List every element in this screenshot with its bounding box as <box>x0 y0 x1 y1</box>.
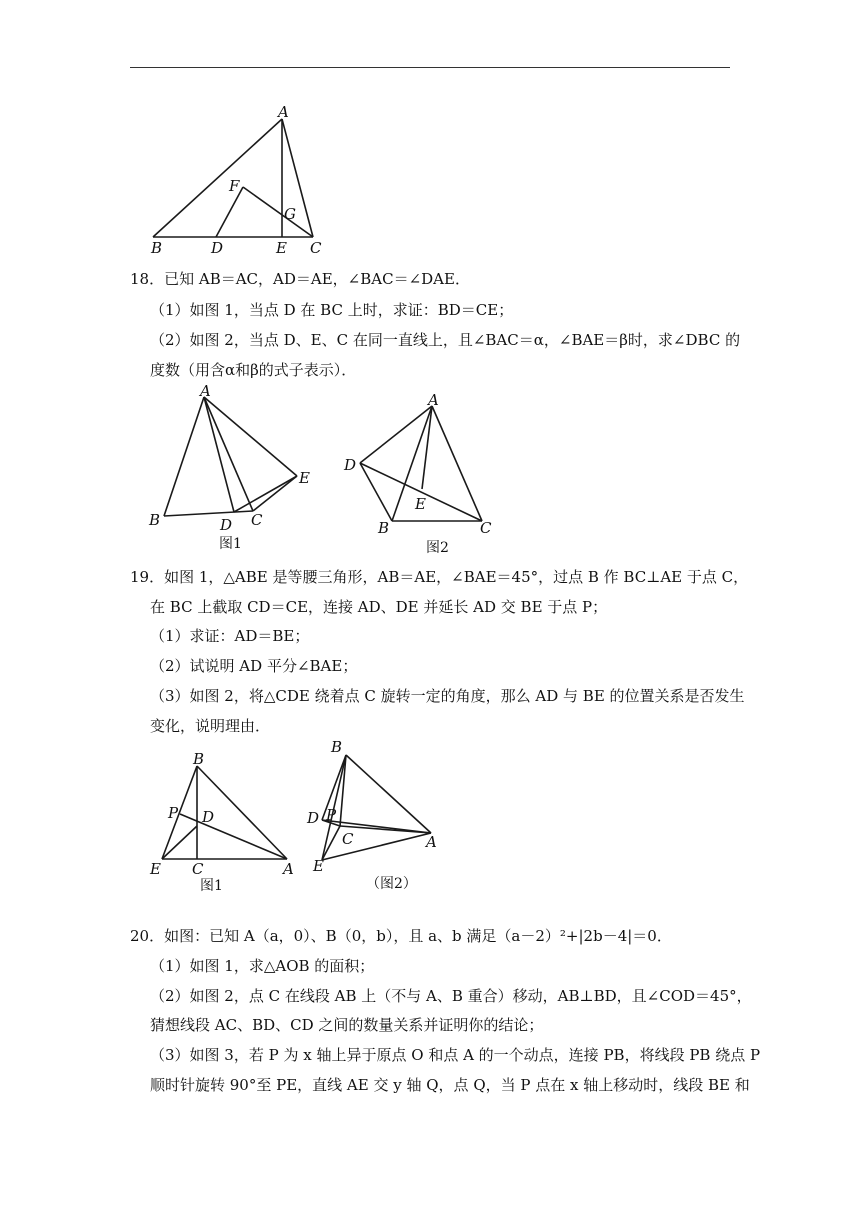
q18-part1: （1）如图 1，当点 D 在 BC 上时，求证：BD＝CE； <box>150 301 514 319</box>
q20-part3-line1: （3）如图 3，若 P 为 x 轴上异于原点 O 和点 A 的一个动点，连接 PB，将线段 PB 绕点 P <box>150 1046 761 1064</box>
q17-label-G: G <box>284 205 296 223</box>
q17-label-B: B <box>151 239 163 257</box>
q18-part2-line1: （2）如图 2，当点 D、E、C 在同一直线上，且∠BAC＝α，∠BAE＝β时，求∠DBC 的 <box>150 331 741 349</box>
q18-figure-1-svg <box>145 382 325 555</box>
q18f2-label-D: D <box>344 456 357 474</box>
q18f1-label-B: B <box>149 511 161 529</box>
q19-figure-2 <box>300 740 460 890</box>
q18-figure-1 <box>145 382 325 555</box>
q18-figure-2-svg <box>340 390 510 560</box>
q18f2-label-A: A <box>428 391 439 409</box>
q18f2-caption: 图2 <box>426 540 449 556</box>
q18f1-caption: 图1 <box>219 536 242 552</box>
q19f2-label-B: B <box>331 738 343 756</box>
q19f1-label-P: P <box>168 804 179 822</box>
q17-label-E: E <box>276 239 287 257</box>
q19-stem-line2: 在 BC 上截取 CD＝CE，连接 AD、DE 并延长 AD 交 BE 于点 P； <box>150 598 608 616</box>
q17-label-F: F <box>229 177 240 195</box>
q19f2-label-E: E <box>313 857 324 875</box>
q18f2-label-E: E <box>415 495 426 513</box>
q17-label-D: D <box>211 239 224 257</box>
q20-part3-line2: 顺时针旋转 90°至 PE，直线 AE 交 y 轴 Q，点 Q，当 P 点在 x 轴上移动时，线段 BE 和 <box>150 1076 750 1094</box>
q19f1-caption: 图1 <box>200 878 223 894</box>
q17-label-C: C <box>310 239 322 257</box>
q20-part2-line2: 猜想线段 AC、BD、CD 之间的数量关系并证明你的结论； <box>150 1016 544 1034</box>
q20-part1: （1）如图 1，求△AOB 的面积； <box>150 957 375 975</box>
q18f1-label-D: D <box>220 516 233 534</box>
q19-figure-1-svg <box>145 752 305 897</box>
q19f2-label-D: D <box>307 809 320 827</box>
q19-figure-1 <box>145 752 305 897</box>
q19-part2: （2）试说明 AD 平分∠BAE； <box>150 657 358 675</box>
q17-label-A: A <box>278 103 289 121</box>
q18-figure-2 <box>340 390 510 560</box>
q19f1-label-B: B <box>193 750 205 768</box>
q19-stem-line1: 19．如图 1，△ABE 是等腰三角形，AB＝AE，∠BAE＝45°，过点 B 作 BC⊥AE 于点 C， <box>130 568 749 586</box>
q18f2-label-B: B <box>378 519 390 537</box>
q18f1-label-C: C <box>251 511 263 529</box>
q17-figure <box>145 105 345 255</box>
q19-part3-line2: 变化，说明理由． <box>150 717 271 735</box>
q19f1-label-E: E <box>150 860 161 878</box>
q18-part2-line2: 度数（用含α和β的式子表示）． <box>150 361 357 379</box>
q19f2-label-P: P <box>326 806 337 824</box>
q18f1-label-A: A <box>200 382 211 400</box>
q19f2-label-C: C <box>342 830 354 848</box>
q18f2-label-C: C <box>480 519 492 537</box>
q19-part3-line1: （3）如图 2，将△CDE 绕着点 C 旋转一定的角度，那么 AD 与 BE 的位置关系是否发生 <box>150 687 745 705</box>
q18-stem: 18．已知 AB＝AC，AD＝AE，∠BAC＝∠DAE． <box>130 270 470 288</box>
q19f1-label-A: A <box>283 860 294 878</box>
q20-stem: 20．如图：已知 A（a，0）、B（0，b），且 a、b 满足（a－2）²+|2b－4|＝0． <box>130 927 672 945</box>
q20-part2-line1: （2）如图 2，点 C 在线段 AB 上（不与 A、B 重合）移动，AB⊥BD，且∠COD＝45°， <box>150 987 752 1005</box>
q19-part1: （1）求证：AD＝BE； <box>150 627 310 645</box>
q17-figure-svg <box>145 105 345 255</box>
q19f2-label-A: A <box>426 833 437 851</box>
q18f1-label-E: E <box>299 469 310 487</box>
header-rule <box>130 67 730 68</box>
q19-figure-2-svg <box>300 740 460 890</box>
q19f1-label-C: C <box>192 860 204 878</box>
q19f2-caption: （图2） <box>366 876 417 892</box>
q19f1-label-D: D <box>202 808 215 826</box>
